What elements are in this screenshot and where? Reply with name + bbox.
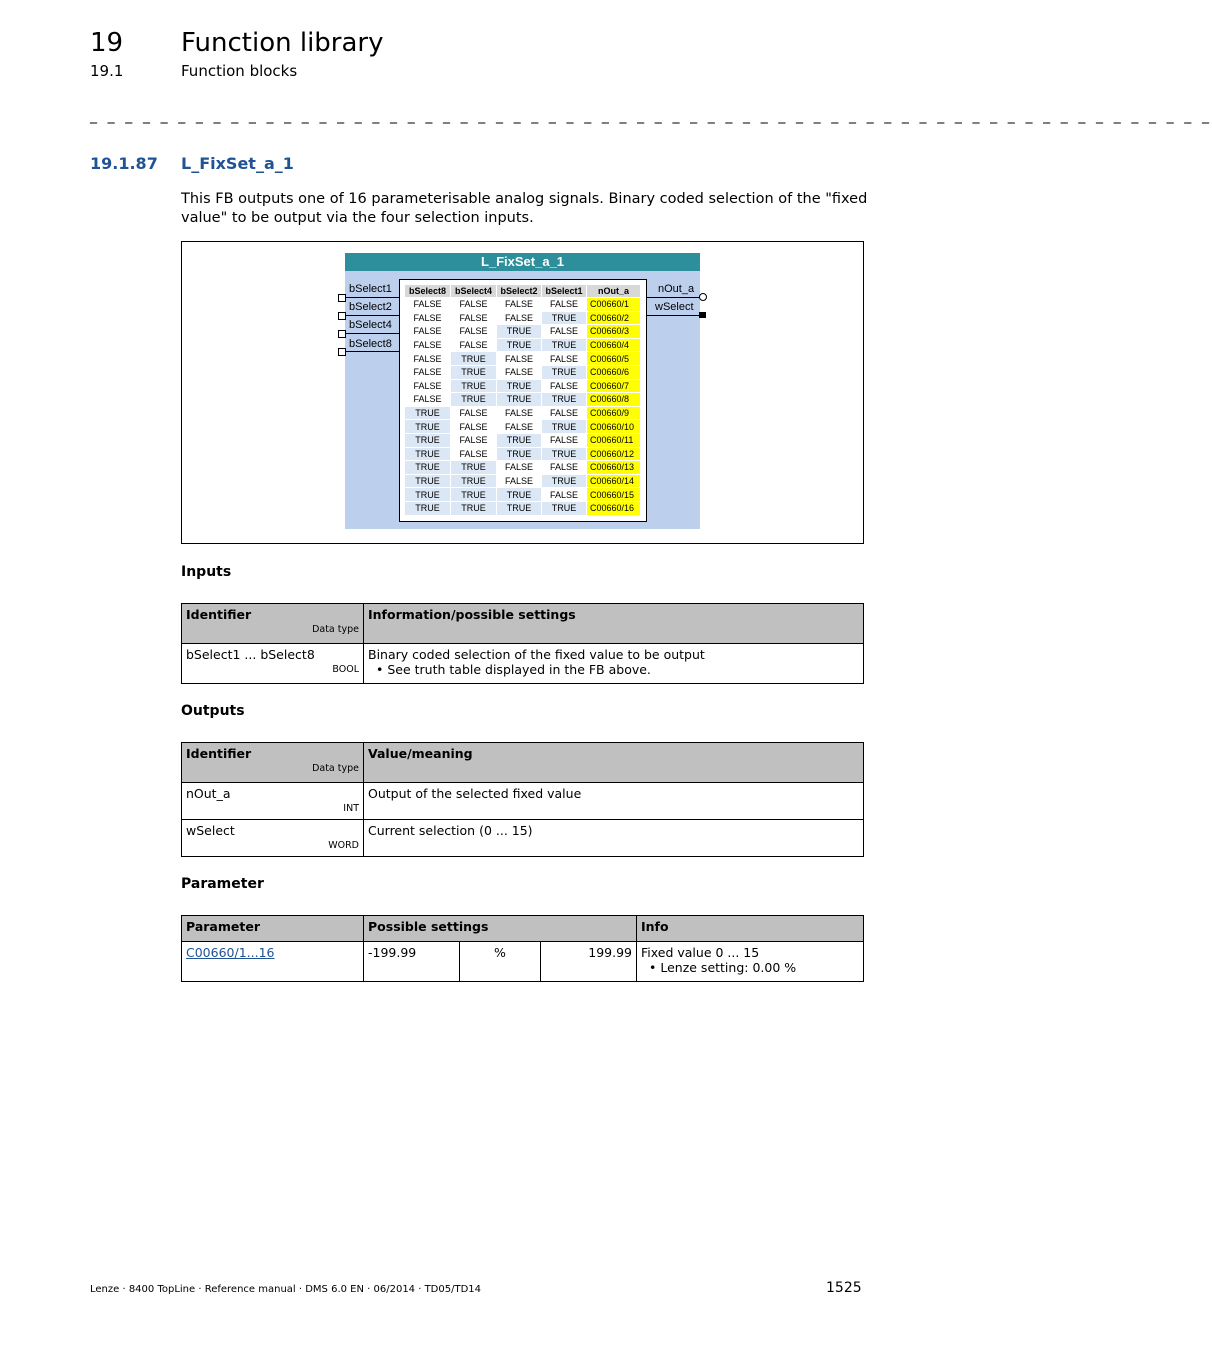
truth-table-cell: FALSE [497, 311, 542, 325]
truth-table-cell: TRUE [542, 501, 587, 515]
chapter-number: 19 [90, 28, 124, 58]
truth-table-cell: TRUE [451, 461, 497, 475]
input-datatype: BOOL [332, 664, 359, 675]
table-row [182, 644, 864, 684]
truth-table-cell: TRUE [405, 488, 451, 502]
truth-table-cell: TRUE [497, 501, 542, 515]
parameter-table [181, 915, 864, 982]
inputs-table [181, 603, 864, 684]
table-row: wSelect WORD Current selection (0 ... 15) [182, 820, 864, 857]
truth-table-cell: TRUE [497, 379, 542, 393]
truth-table-cell: FALSE [451, 420, 497, 434]
truth-table-output-cell: C00660/7 [587, 379, 641, 393]
truth-table-row [405, 433, 641, 447]
truth-table-cell: TRUE [405, 447, 451, 461]
truth-table-cell: TRUE [405, 433, 451, 447]
truth-table-output-cell: C00660/3 [587, 325, 641, 339]
truth-table-row [405, 406, 641, 420]
truth-table-cell: TRUE [451, 501, 497, 515]
truth-table-cell: TRUE [451, 352, 497, 366]
truth-table-cell: FALSE [451, 338, 497, 352]
truth-table-cell: TRUE [497, 325, 542, 339]
chapter-title: Function library [181, 28, 384, 58]
truth-table-cell: TRUE [451, 379, 497, 393]
output-wire [645, 315, 700, 316]
truth-table-cell: FALSE [451, 325, 497, 339]
output-pin-nout-a [699, 293, 707, 301]
truth-table-output-cell: C00660/15 [587, 488, 641, 502]
truth-table-cell: TRUE [497, 488, 542, 502]
truth-table-output-cell: C00660/5 [587, 352, 641, 366]
truth-table-output-cell: C00660/2 [587, 311, 641, 325]
truth-table-row [405, 338, 641, 352]
outputs-heading: Outputs [181, 703, 245, 719]
header-divider: _ _ _ _ _ _ _ _ _ _ _ _ _ _ _ _ _ _ _ _ _ _ _ _ _ _ _ _ _ _ _ _ _ _ _ _ _ _ _ _ _ _ _ _ _ _ _ _ _ _ _ _ _ _ _ _ _ _ _ _ _ _ _ _ [90, 108, 1212, 124]
truth-table-cell: FALSE [542, 488, 587, 502]
truth-table-cell: FALSE [451, 447, 497, 461]
input-pin-bselect1 [338, 294, 346, 302]
truth-table-cell: TRUE [405, 474, 451, 488]
truth-table-cell: FALSE [405, 311, 451, 325]
parameter-heading: Parameter [181, 876, 264, 892]
truth-table-cell: TRUE [542, 393, 587, 407]
truth-table-cell: FALSE [405, 365, 451, 379]
table-row: nOut_a INT Output of the selected fixed value [182, 783, 864, 820]
truth-table-header: bSelect8 [405, 285, 451, 298]
intro-paragraph: This FB outputs one of 16 parameterisable analog signals. Binary coded selection of the "fixed value" to be output via the four selection inputs. [181, 191, 868, 226]
section-number: 19.1 [90, 62, 124, 80]
truth-table-cell: FALSE [542, 379, 587, 393]
truth-table-output-cell: C00660/6 [587, 365, 641, 379]
truth-table-cell: TRUE [451, 488, 497, 502]
truth-table-cell: TRUE [405, 420, 451, 434]
inputs-col-identifier: Identifier Data type [182, 604, 364, 644]
truth-table-cell: FALSE [542, 406, 587, 420]
truth-table-cell: TRUE [542, 338, 587, 352]
truth-table-cell: TRUE [542, 420, 587, 434]
output-label-wselect: wSelect [655, 301, 694, 313]
truth-table-cell: TRUE [405, 461, 451, 475]
truth-table-cell: FALSE [542, 298, 587, 312]
truth-table-cell: FALSE [405, 325, 451, 339]
truth-table-cell: TRUE [497, 447, 542, 461]
outputs-col-value: Value/meaning [364, 743, 864, 783]
footer-text: Lenze · 8400 TopLine · Reference manual · DMS 6.0 EN · 06/2014 · TD05/TD14 [90, 1284, 482, 1295]
truth-table-cell: FALSE [497, 406, 542, 420]
param-col-info: Info [637, 916, 864, 942]
truth-table-cell: FALSE [497, 461, 542, 475]
truth-table-row [405, 365, 641, 379]
section-title: Function blocks [181, 62, 298, 80]
truth-table-cell: FALSE [542, 433, 587, 447]
truth-table-row [405, 311, 641, 325]
truth-table-cell: FALSE [497, 474, 542, 488]
input-label-bselect4: bSelect4 [349, 319, 392, 331]
truth-table-cell: TRUE [451, 365, 497, 379]
truth-table-output-cell: C00660/13 [587, 461, 641, 475]
inputs-col-info: Information/possible settings [364, 604, 864, 644]
input-pin-bselect2 [338, 312, 346, 320]
truth-table-header: bSelect4 [451, 285, 497, 298]
parameter-link[interactable]: C00660/1...16 [186, 945, 275, 960]
inputs-heading: Inputs [181, 564, 232, 580]
param-unit: % [460, 942, 541, 982]
truth-table-cell: FALSE [542, 325, 587, 339]
truth-table-cell: FALSE [405, 298, 451, 312]
input-pin-bselect4 [338, 330, 346, 338]
truth-table-row [405, 447, 641, 461]
truth-table-row [405, 420, 641, 434]
truth-table-output-cell: C00660/4 [587, 338, 641, 352]
input-label-bselect2: bSelect2 [349, 301, 392, 313]
input-info: Binary coded selection of the fixed value to be output [368, 647, 705, 662]
truth-table-cell: FALSE [497, 420, 542, 434]
param-col-parameter: Parameter [182, 916, 364, 942]
page-number: 1525 [826, 1280, 862, 1296]
truth-table-row [405, 461, 641, 475]
param-max: 199.99 [541, 942, 637, 982]
output-wire [645, 297, 700, 298]
truth-table-cell: TRUE [542, 447, 587, 461]
truth-table-cell: TRUE [405, 501, 451, 515]
heading-title: L_FixSet_a_1 [181, 154, 294, 173]
truth-table-cell: TRUE [497, 338, 542, 352]
input-identifier: bSelect1 ... bSelect8 [186, 647, 315, 662]
truth-table-cell: TRUE [405, 406, 451, 420]
truth-table-header: bSelect1 [542, 285, 587, 298]
truth-table-output-cell: C00660/12 [587, 447, 641, 461]
outputs-col-identifier: Identifier Data type [182, 743, 364, 783]
truth-table-cell: FALSE [405, 352, 451, 366]
truth-table-cell: FALSE [497, 352, 542, 366]
truth-table-cell: FALSE [451, 406, 497, 420]
truth-table-row [405, 488, 641, 502]
truth-table-header: bSelect2 [497, 285, 542, 298]
truth-table-cell: FALSE [405, 338, 451, 352]
truth-table-output-cell: C00660/14 [587, 474, 641, 488]
truth-table-cell: FALSE [451, 298, 497, 312]
truth-table-cell: FALSE [497, 365, 542, 379]
truth-table-row [405, 298, 641, 312]
truth-table-cell: TRUE [542, 365, 587, 379]
input-wire [346, 315, 399, 316]
truth-table-row [405, 352, 641, 366]
param-col-settings: Possible settings [364, 916, 637, 942]
input-wire [346, 351, 399, 352]
table-row [182, 942, 864, 982]
truth-table-output-cell: C00660/11 [587, 433, 641, 447]
output-pin-wselect [699, 312, 706, 318]
truth-table-output-cell: C00660/1 [587, 298, 641, 312]
truth-table-cell: FALSE [405, 393, 451, 407]
truth-table-cell: TRUE [542, 474, 587, 488]
input-wire [346, 333, 399, 334]
truth-table-row [405, 325, 641, 339]
truth-table-row [405, 379, 641, 393]
param-info: Fixed value 0 ... 15 [641, 945, 760, 960]
truth-table-cell: FALSE [451, 433, 497, 447]
function-block-title: L_FixSet_a_1 [345, 253, 700, 271]
truth-table-output-cell: C00660/9 [587, 406, 641, 420]
input-label-bselect1: bSelect1 [349, 283, 392, 295]
truth-table-header: nOut_a [587, 285, 641, 298]
truth-table [404, 284, 641, 516]
truth-table-cell: FALSE [497, 298, 542, 312]
input-label-bselect8: bSelect8 [349, 338, 392, 350]
truth-table-row [405, 474, 641, 488]
truth-table-row [405, 393, 641, 407]
truth-table-output-cell: C00660/8 [587, 393, 641, 407]
heading-number: 19.1.87 [90, 154, 158, 173]
truth-table-cell: TRUE [542, 311, 587, 325]
param-info-bullet: • Lenze setting: 0.00 % [649, 960, 797, 975]
outputs-table [181, 742, 864, 857]
truth-table-cell: TRUE [451, 474, 497, 488]
truth-table-cell: FALSE [405, 379, 451, 393]
output-label-nout-a: nOut_a [658, 283, 695, 295]
input-wire [346, 297, 399, 298]
truth-table-cell: FALSE [542, 352, 587, 366]
param-min: -199.99 [364, 942, 460, 982]
truth-table-cell: FALSE [542, 461, 587, 475]
truth-table-output-cell: C00660/16 [587, 501, 641, 515]
input-pin-bselect8 [338, 348, 346, 356]
truth-table-row [405, 501, 641, 515]
input-info-bullet: • See truth table displayed in the FB above. [376, 662, 651, 677]
truth-table-cell: FALSE [451, 311, 497, 325]
truth-table-cell: TRUE [497, 433, 542, 447]
truth-table-cell: TRUE [497, 393, 542, 407]
truth-table-output-cell: C00660/10 [587, 420, 641, 434]
truth-table-cell: TRUE [451, 393, 497, 407]
